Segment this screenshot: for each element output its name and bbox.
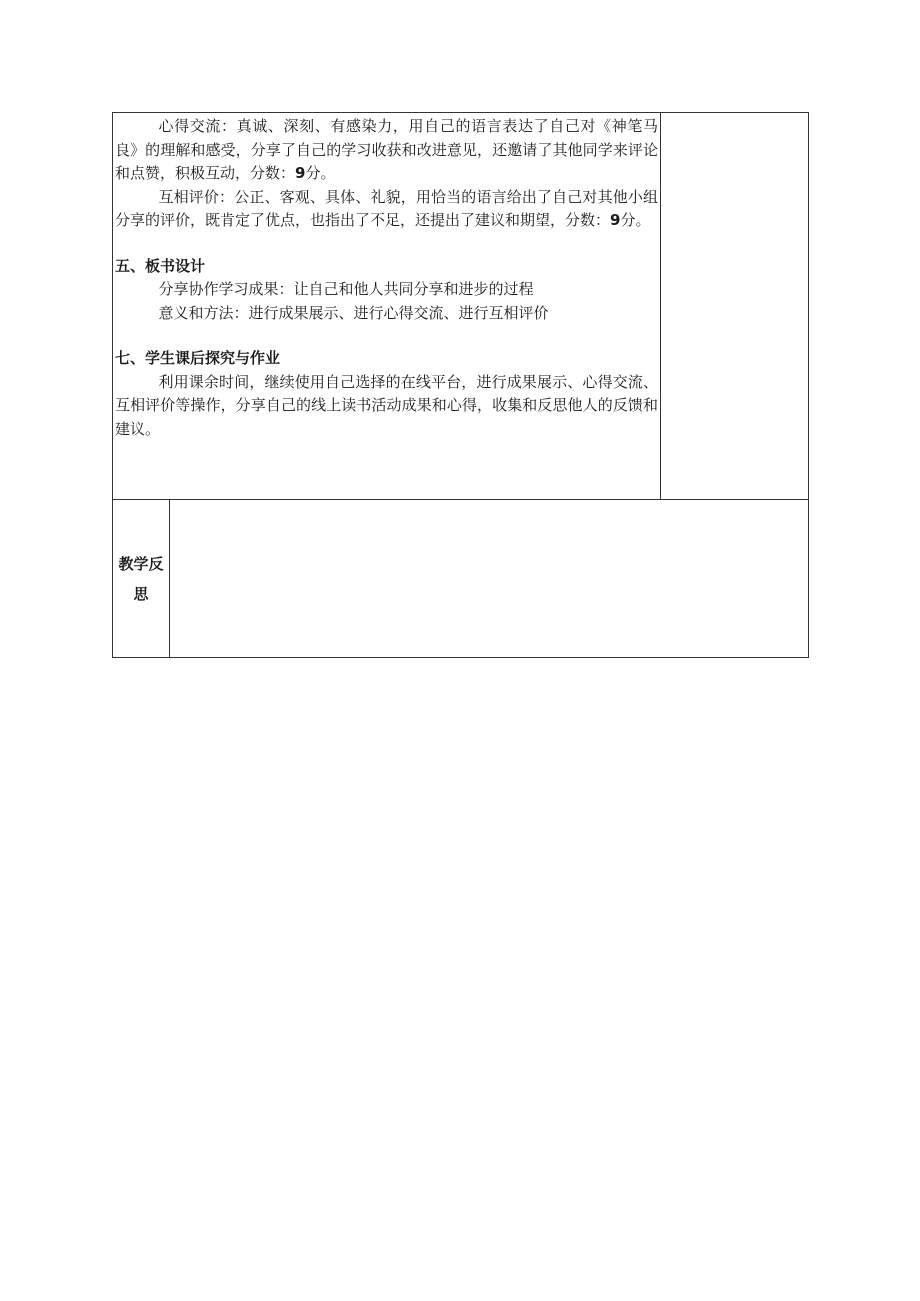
content-row <box>113 113 809 500</box>
experience-exchange-paragraph <box>115 115 658 186</box>
lesson-plan-table <box>112 112 809 658</box>
mutual-evaluation-unit: 分。 <box>620 211 651 229</box>
spacer <box>115 325 658 347</box>
experience-exchange-text: 心得交流：真诚、深刻、有感染力，用自己的语言表达了自己对《神笔马良》的理解和感受，分享了自己的学习收获和改进意见，还邀请了其他同学来评论和点赞，积极互动，分数： <box>115 117 658 182</box>
experience-exchange-unit: 分。 <box>305 164 336 182</box>
spacer <box>115 233 658 255</box>
reflection-label-cell <box>113 500 170 658</box>
reflection-label-line-2: 思 <box>133 584 149 603</box>
reflection-label-line-1: 教学反 <box>118 554 164 573</box>
reflection-row <box>113 500 809 658</box>
mutual-evaluation-paragraph <box>115 186 658 233</box>
experience-exchange-score: 9 <box>295 164 306 182</box>
section-five-heading: 五、板书设计 <box>115 256 206 275</box>
mutual-evaluation-score: 9 <box>610 211 621 229</box>
board-design-line-1: 分享协作学习成果：让自己和他人共同分享和进步的过程 <box>158 280 534 298</box>
board-design-line-2: 意义和方法：进行成果展示、进行心得交流、进行互相评价 <box>158 303 549 322</box>
main-content-cell <box>113 113 661 500</box>
reflection-label <box>113 549 169 609</box>
reflection-content-cell[interactable] <box>170 500 809 658</box>
section-seven-heading: 七、学生课后探究与作业 <box>115 349 281 367</box>
notes-cell <box>661 113 809 500</box>
homework-paragraph: 利用课余时间，继续使用自己选择的在线平台，进行成果展示、心得交流、互相评价等操作，分享自己的线上读书活动成果和心得，收集和反思他人的反馈和建议。 <box>115 372 658 438</box>
mutual-evaluation-text: 互相评价：公正、客观、具体、礼貌，用恰当的语言给出了自己对其他小组分享的评价，既肯定了优点，也指出了不足，还提出了建议和期望，分数： <box>115 187 658 229</box>
